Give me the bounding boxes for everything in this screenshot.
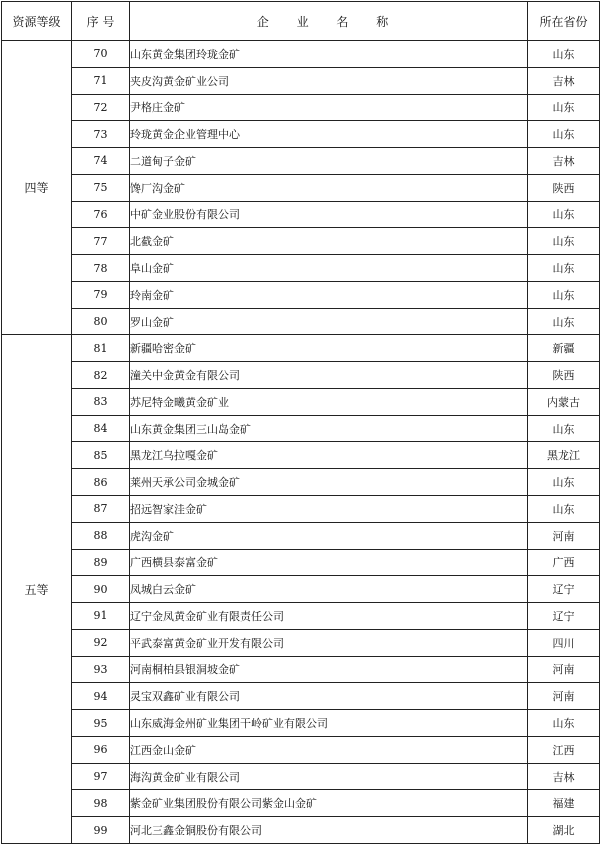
company-name-cell: 苏尼特金曦黄金矿业 — [130, 388, 528, 415]
province-cell: 福建 — [528, 790, 600, 817]
company-name-cell: 夹皮沟黄金矿业公司 — [130, 67, 528, 94]
company-name-cell: 凤城白云金矿 — [130, 576, 528, 603]
province-cell: 河南 — [528, 522, 600, 549]
table-row — [2, 67, 600, 94]
company-name-cell: 招远智家洼金矿 — [130, 496, 528, 523]
province-cell: 江西 — [528, 736, 600, 763]
company-name-cell: 北截金矿 — [130, 228, 528, 255]
province-cell: 山东 — [528, 496, 600, 523]
table-row — [2, 736, 600, 763]
table-row — [2, 362, 600, 389]
province-cell: 山东 — [528, 710, 600, 737]
company-name-cell: 山东黄金集团三山岛金矿 — [130, 415, 528, 442]
company-name-cell: 江西金山金矿 — [130, 736, 528, 763]
province-cell: 广西 — [528, 549, 600, 576]
company-name-cell: 河南桐柏县银洞坡金矿 — [130, 656, 528, 683]
table-row — [2, 335, 600, 362]
table-row — [2, 148, 600, 175]
table-row — [2, 603, 600, 630]
header-name: 企 业 名 称 — [130, 2, 528, 41]
province-cell: 辽宁 — [528, 603, 600, 630]
table-row — [2, 817, 600, 844]
seq-cell: 83 — [72, 388, 130, 415]
seq-cell: 78 — [72, 255, 130, 282]
province-cell: 山东 — [528, 469, 600, 496]
province-cell: 四川 — [528, 629, 600, 656]
province-cell: 山东 — [528, 415, 600, 442]
seq-cell: 90 — [72, 576, 130, 603]
seq-cell: 91 — [72, 603, 130, 630]
table-header-row — [2, 2, 600, 41]
province-cell: 新疆 — [528, 335, 600, 362]
province-cell: 山东 — [528, 228, 600, 255]
company-name-cell: 虎沟金矿 — [130, 522, 528, 549]
seq-cell: 95 — [72, 710, 130, 737]
header-province: 所在省份 — [528, 2, 600, 41]
province-cell: 河南 — [528, 683, 600, 710]
table-row — [2, 683, 600, 710]
company-name-cell: 山东黄金集团玲珑金矿 — [130, 41, 528, 68]
seq-cell: 97 — [72, 763, 130, 790]
seq-cell: 73 — [72, 121, 130, 148]
company-name-cell: 潼关中金黄金有限公司 — [130, 362, 528, 389]
province-cell: 山东 — [528, 121, 600, 148]
company-name-cell: 玲珑黄金企业管理中心 — [130, 121, 528, 148]
seq-cell: 92 — [72, 629, 130, 656]
province-cell: 辽宁 — [528, 576, 600, 603]
company-name-cell: 河北三鑫金铜股份有限公司 — [130, 817, 528, 844]
seq-cell: 84 — [72, 415, 130, 442]
table-row — [2, 228, 600, 255]
table-body — [2, 41, 600, 844]
table-row — [2, 710, 600, 737]
table-row — [2, 388, 600, 415]
province-cell: 吉林 — [528, 763, 600, 790]
table-row — [2, 94, 600, 121]
seq-cell: 87 — [72, 496, 130, 523]
province-cell: 湖北 — [528, 817, 600, 844]
company-name-cell: 新疆哈密金矿 — [130, 335, 528, 362]
seq-cell: 85 — [72, 442, 130, 469]
seq-cell: 88 — [72, 522, 130, 549]
seq-cell: 94 — [72, 683, 130, 710]
company-name-cell: 黑龙江乌拉嘎金矿 — [130, 442, 528, 469]
table-row — [2, 255, 600, 282]
table-row — [2, 121, 600, 148]
seq-cell: 93 — [72, 656, 130, 683]
seq-cell: 79 — [72, 281, 130, 308]
seq-cell: 82 — [72, 362, 130, 389]
table-row — [2, 656, 600, 683]
company-name-cell: 灵宝双鑫矿业有限公司 — [130, 683, 528, 710]
seq-cell: 71 — [72, 67, 130, 94]
header-grade: 资源等级 — [2, 2, 72, 41]
table-row — [2, 174, 600, 201]
seq-cell: 98 — [72, 790, 130, 817]
seq-cell: 99 — [72, 817, 130, 844]
table-row — [2, 469, 600, 496]
table-row — [2, 308, 600, 335]
province-cell: 山东 — [528, 255, 600, 282]
province-cell: 山东 — [528, 201, 600, 228]
table-row — [2, 281, 600, 308]
mine-ranking-table — [1, 1, 600, 844]
table-row — [2, 415, 600, 442]
company-name-cell: 罗山金矿 — [130, 308, 528, 335]
company-name-cell: 二道甸子金矿 — [130, 148, 528, 175]
table-row — [2, 41, 600, 68]
table-row — [2, 629, 600, 656]
province-cell: 山东 — [528, 41, 600, 68]
province-cell: 山东 — [528, 308, 600, 335]
company-name-cell: 阜山金矿 — [130, 255, 528, 282]
province-cell: 河南 — [528, 656, 600, 683]
table-row — [2, 201, 600, 228]
seq-cell: 81 — [72, 335, 130, 362]
province-cell: 山东 — [528, 281, 600, 308]
table-row — [2, 576, 600, 603]
company-name-cell: 山东威海金州矿业集团干岭矿业有限公司 — [130, 710, 528, 737]
seq-cell: 74 — [72, 148, 130, 175]
province-cell: 黑龙江 — [528, 442, 600, 469]
table-row — [2, 790, 600, 817]
province-cell: 陕西 — [528, 362, 600, 389]
seq-cell: 86 — [72, 469, 130, 496]
company-name-cell: 广西横县泰富金矿 — [130, 549, 528, 576]
province-cell: 吉林 — [528, 67, 600, 94]
company-name-cell: 馋厂沟金矿 — [130, 174, 528, 201]
province-cell: 陕西 — [528, 174, 600, 201]
table-row — [2, 549, 600, 576]
company-name-cell: 尹格庄金矿 — [130, 94, 528, 121]
province-cell: 内蒙古 — [528, 388, 600, 415]
company-name-cell: 辽宁金凤黄金矿业有限责任公司 — [130, 603, 528, 630]
seq-cell: 75 — [72, 174, 130, 201]
seq-cell: 80 — [72, 308, 130, 335]
seq-cell: 72 — [72, 94, 130, 121]
header-seq: 序 号 — [72, 2, 130, 41]
company-name-cell: 玲南金矿 — [130, 281, 528, 308]
company-name-cell: 海沟黄金矿业有限公司 — [130, 763, 528, 790]
seq-cell: 70 — [72, 41, 130, 68]
seq-cell: 96 — [72, 736, 130, 763]
province-cell: 山东 — [528, 94, 600, 121]
seq-cell: 77 — [72, 228, 130, 255]
company-name-cell: 中矿金业股份有限公司 — [130, 201, 528, 228]
company-name-cell: 平武泰富黄金矿业开发有限公司 — [130, 629, 528, 656]
company-name-cell: 莱州天承公司金城金矿 — [130, 469, 528, 496]
table-row — [2, 442, 600, 469]
seq-cell: 89 — [72, 549, 130, 576]
table-row — [2, 522, 600, 549]
province-cell: 吉林 — [528, 148, 600, 175]
company-name-cell: 紫金矿业集团股份有限公司紫金山金矿 — [130, 790, 528, 817]
table-row — [2, 763, 600, 790]
table-row — [2, 496, 600, 523]
seq-cell: 76 — [72, 201, 130, 228]
grade-cell: 四等 — [2, 41, 72, 335]
grade-cell: 五等 — [2, 335, 72, 844]
